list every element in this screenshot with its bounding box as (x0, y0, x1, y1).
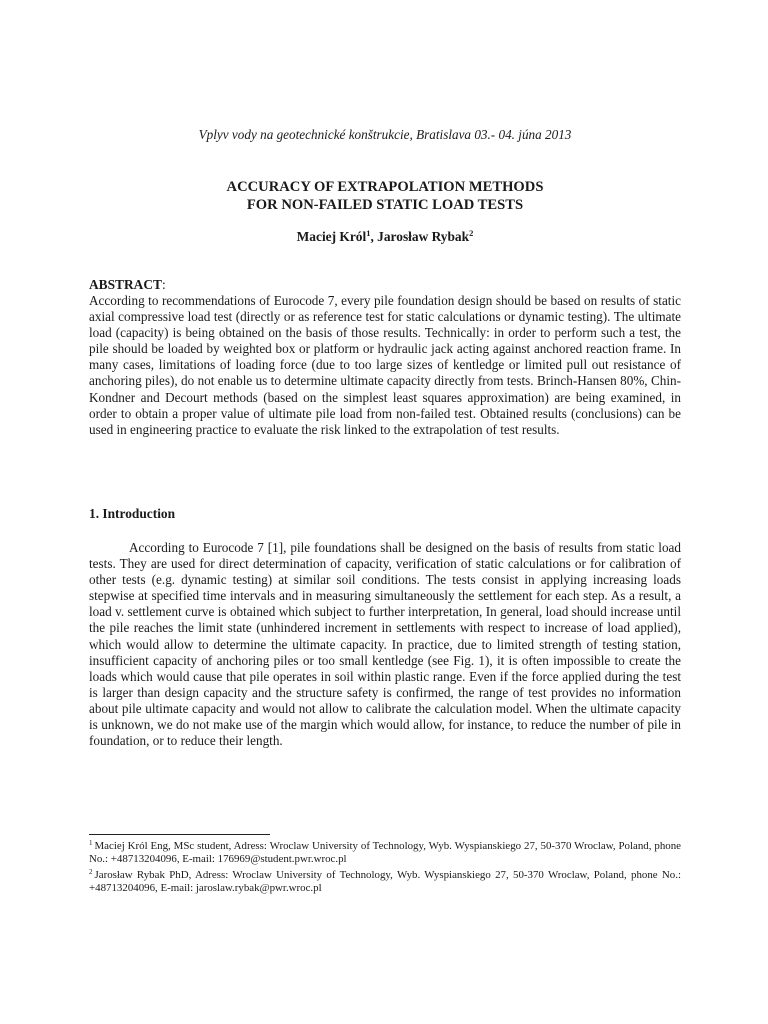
author-list (89, 229, 681, 245)
author-name: Jarosław Rybak (377, 229, 470, 244)
footnote-text: Jarosław Rybak PhD, Adress: Wroclaw University of Technology, Wyb. Wyspianskiego 27, 50-370 Wroclaw, Poland, phone No.: +48713204096, E-mail: jaroslaw.rybak@pwr.wroc.pl (89, 868, 681, 895)
footnote (89, 869, 681, 896)
title-line-2: FOR NON-FAILED STATIC LOAD TESTS (246, 197, 524, 213)
footnote-divider (89, 834, 270, 835)
paper-title (89, 178, 681, 214)
footnote (89, 840, 681, 867)
footnote-mark: 1 (89, 839, 93, 847)
author-name: Maciej Król (296, 229, 367, 244)
abstract-text: According to recommendations of Eurocode 7, every pile foundation design should be based on results of static axial compressive load test (directly or as reference test for static calculations or dynamic testing). The ultimate load (capacity) is being obtained on the basis of those results. Technically: in order to perform such a test, the pile should be loaded by weighted box or platform or hydraulic jack acting against anchored reaction frame. In many cases, limitations of loading force (due to too large sizes of kentledge or limited pull out resistance of anchoring piles), do not enable us to determine ultimate capacity directly from tests. Brinch-Hansen 80%, Chin-Kondner and Decourt methods (based on the simplest least squares approximation) are being examined, in order to obtain a proper value of ultimate pile load from non-failed test. Obtained results (conclusions) can be used in engineering practice to evaluate the risk linked to the extrapolation of test results. (89, 293, 681, 437)
abstract-heading (89, 277, 166, 293)
footnote-text: Maciej Król Eng, MSc student, Adress: Wroclaw University of Technology, Wyb. Wyspianskiego 27, 50-370 Wroclaw, Poland, phone No.: +48713204096, E-mail: 176969@student.pwr.wroc.pl (89, 840, 681, 866)
footnotes (89, 840, 681, 898)
conference-header: Vplyv vody na geotechnické konštrukcie, Bratislava 03.- 04. júna 2013 (198, 127, 572, 142)
section-heading-introduction: 1. Introduction (89, 506, 176, 521)
abstract-heading-label: ABSTRACT (89, 277, 162, 292)
title-line-1: ACCURACY OF EXTRAPOLATION METHODS (226, 179, 544, 195)
footnote-mark: 2 (89, 867, 93, 876)
author-affiliation-mark: 2 (469, 228, 474, 238)
author-separator: , (370, 229, 378, 244)
introduction-paragraph: According to Eurocode 7 [1], pile foundations shall be designed on the basis of results from static load tests. They are used for direct determination of capacity, verification of static calculations or for calibration of other tests (e.g. dynamic testing) at similar soil conditions. The tests consist in applying increasing loads stepwise at specified time intervals and in measuring simultaneously the settlement for each step. As a result, a load v. settlement curve is obtained which subject to further interpretation, In general, load should increase until the pile reaches the limit state (unhindered increment in settlements with respect to increase of load applied), which would allow to determine the ultimate capacity. In practice, due to limited strength of testing station, insufficient capacity of anchoring piles or too small kentledge (see Fig. 1), it is often impossible to create the loads which would cause that pile operates in soil within plastic range. Even if the force applied during the test is larger than design capacity and the structure safety is confirmed, the range of test provides no information about pile ultimate capacity and would not allow to calibrate the calculation model. When the ultimate capacity is unknown, we do not make use of the margin which would allow, for instance, to reduce the number of pile in foundation, or to reduce their length. (89, 540, 681, 749)
author-affiliation-mark: 1 (366, 228, 371, 238)
abstract-heading-colon: : (161, 277, 166, 292)
